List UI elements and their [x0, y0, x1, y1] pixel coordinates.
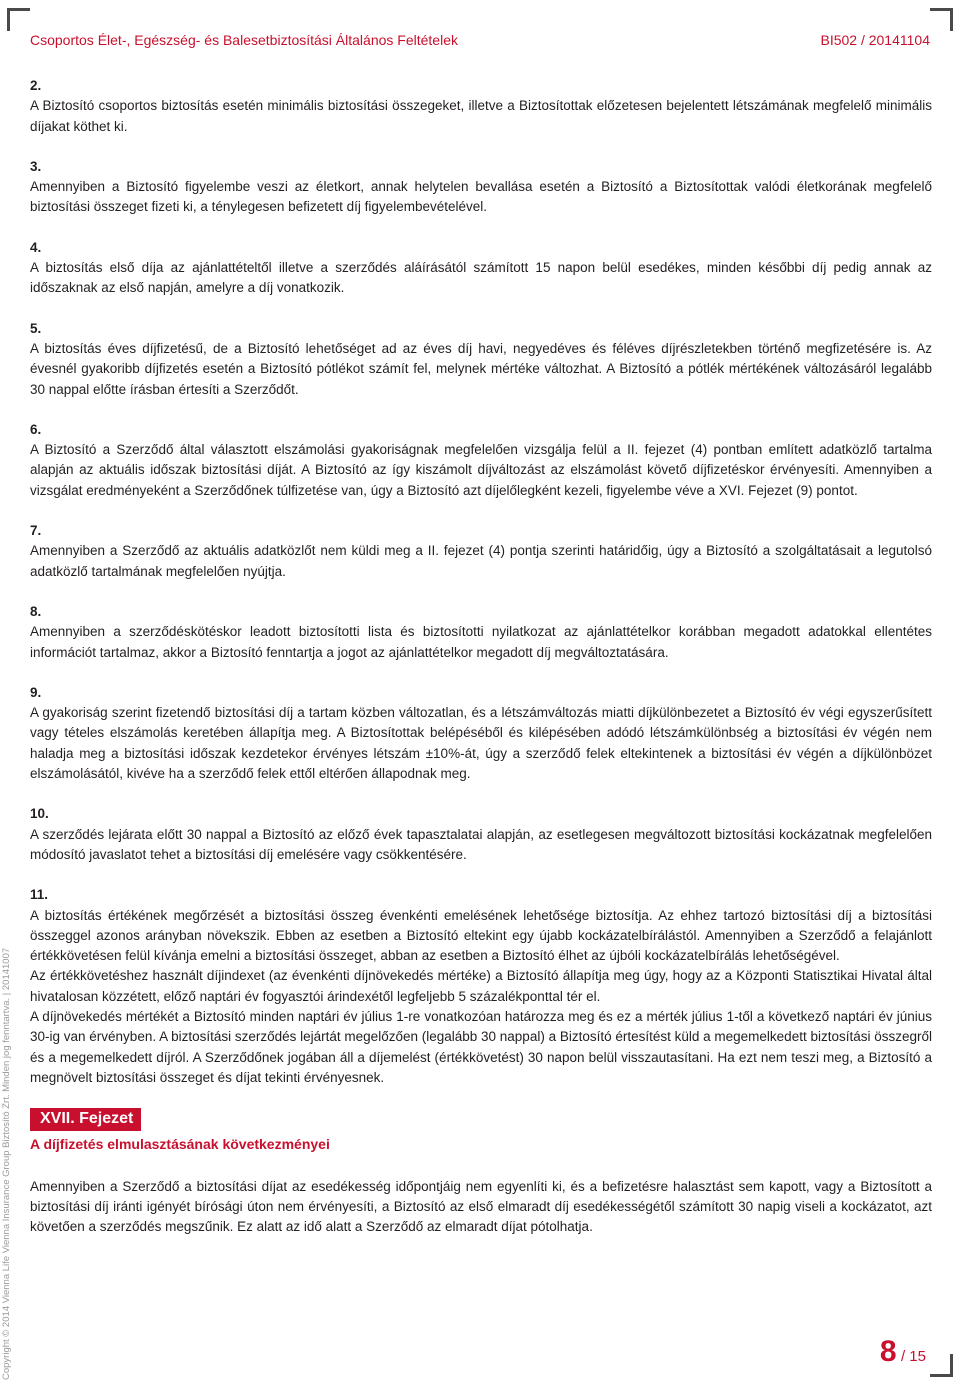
section-5 [30, 319, 932, 400]
section-7 [30, 521, 932, 582]
section-paragraph: Amennyiben a Biztosító figyelembe veszi az életkort, annak helytelen bevallása esetén a Biztosító a Biztosítottak valódi életkorának megfelelő biztosítási összeget fizeti ki, a ténylegesen befizetett díj figyelembevételével. [30, 179, 932, 215]
section-paragraph: Amennyiben a szerződéskötéskor leadott biztosítotti lista és biztosítotti nyilatkozat az ajánlattételkor korábban megadott adatokkal ellentétes információt tartalmaz, akkor a Biztosító fenntartja a jogot az ajánlattételkor megadott díj megváltoztatására. [30, 624, 932, 660]
page-current: 8 [879, 1335, 897, 1368]
section-number: 3. [30, 158, 42, 174]
section-paragraph: A biztosítás első díja az ajánlattételtől illetve a szerződés aláírásától számított 15 napon belül esedékes, minden későbbi díj pedig annak az időszaknak az első napján, amelyre a díj vonatkozik. [30, 260, 932, 296]
section-2 [30, 76, 932, 137]
page-number [880, 1335, 926, 1369]
section-paragraph: A biztosítás értékének megőrzését a biztosítási összeg évenkénti emelésének lehetősége biztosítja. Az ehhez tartozó biztosítási díj a biztosítási összeggel azonos arányban növekszik. Ebben az esetben a Biztosító eltekint egy újabb kockázatelbírálástól. Amennyiben a Szerződő a felajánlott értékkövetésen felül kívánja emelni a biztosítási összeget, abban az esetben a Biztosító élhet az újbóli kockázatelbírálás lehetőségével. [30, 907, 932, 964]
document-body [30, 76, 932, 1238]
section-10 [30, 804, 932, 865]
section-3 [30, 157, 932, 218]
section-paragraph: Az értékkövetéshez használt díjindexet (az évenkénti díjnövekedés mértéke) a Biztosító állapítja meg úgy, hogy az a Központi Statisztikai Hivatal által hivatalosan közzétett, előző naptári év fogyasztói árindexétől legfeljebb 5 százalékponttal tér el. [30, 968, 932, 1004]
section-paragraph: A szerződés lejárata előtt 30 nappal a Biztosító az előző évek tapasztalatai alapján, az esetlegesen megváltozott biztosítási kockázatnak megfelelően módosító javaslatot tehet a biztosítási díj emelésére vagy csökkentésére. [30, 826, 932, 862]
copyright-note: Copyright © 2014 Vienna Life Vienna Insurance Group Biztosító Zrt. Minden jog fenntartva. | 20141007 [1, 947, 12, 1380]
crop-mark-top-right [930, 8, 953, 31]
section-paragraph: Amennyiben a Szerződő az aktuális adatközlőt nem küldi meg a II. fejezet (4) pontja szerinti határidőig, úgy a Biztosító a szolgáltatásait a legutolsó adatközlő tartalmának megfelelően nyújtja. [30, 543, 932, 579]
section-11 [30, 885, 932, 1088]
section-4 [30, 238, 932, 299]
section-number: 8. [30, 603, 42, 619]
section-paragraph: A díjnövekedés mértékét a Biztosító minden naptári év július 1-re vonatkozóan határozza meg és ez a mérték július 1-től a következő naptári év június 30-ig van érvényben. A biztosítási szerződés lejártát megelőzően (legalább 30 nappal) a Biztosító értesítést küld a megemelkedett biztosítási összegről és a megemelkedett díjról. A Szerződőnek jogában áll a díjemelést (értékkövetést) 30 napon belül visszautasítani. Ha ezt nem teszi meg, a Biztosító a megnövelt biztosítási összeget és díjat tekinti érvényesnek. [30, 1008, 933, 1085]
section-number: 10. [30, 806, 49, 822]
section-paragraph: A Biztosító csoportos biztosítás esetén minimális biztosítási összegeket, illetve a Biztosítottak előzetesen bejelentett létszámának megfelelő minimális díjakat köthet ki. [30, 98, 932, 134]
section-number: 11. [30, 887, 49, 903]
section-paragraph: A gyakoriság szerint fizetendő biztosítási díj a tartam közben változatlan, és a létszámváltozás miatti díjkülönbezetet a Biztosító év végi egyszerűsített vagy tételes elszámolás keretében állapítja meg. A Biztosítottak belépéséből és kilépésében adódó létszámkülönbség a biztosítási év végén nem haladja meg a biztosítási időszak kezdetekor érvényes létszám ±10%-át, úgy a szerződő felek eltekintenek a biztosítási év végén a díjkülönbözet elszámolásától, kivéve ha a szerződő felek ettől eltérően állapodnak meg. [30, 705, 932, 782]
chapter-subtitle: A díjfizetés elmulasztásának következményei [30, 1136, 330, 1153]
section-paragraph: A biztosítás éves díjfizetésű, de a Biztosító lehetőséget ad az éves díj havi, negyedéves és féléves díjrészletekben történő megfizetésére is. Az évesnél gyakoribb díjfizetés esetén a Biztosító pótlékot számít fel, melynek mértéke változhat. A Biztosító a pótlék mértékének változásáról legalább 30 nappal előtte írásban értesíti a Szerződőt. [30, 340, 932, 397]
chapter-paragraph: Amennyiben a Szerződő a biztosítási díjat az esedékesség időpontjáig nem egyenlíti ki, és a befizetésre halasztást sem kapott, vagy a Biztosított a biztosítási díj iránti igényét bírósági úton nem érvényesíti, a Biztosító az első elmaradt díj esedékességétől számított 30 napig viseli a kockázatot, azt követően a szerződés megszűnik. Ez alatt az idő alatt a Szerződő az elmaradt díjat pótolhatja. [30, 1178, 932, 1235]
section-9 [30, 683, 932, 784]
section-number: 7. [30, 523, 42, 539]
section-number: 5. [30, 320, 42, 336]
crop-mark-bottom-right [930, 1354, 953, 1377]
chapter-xvii [30, 1108, 932, 1237]
sections-list [30, 76, 932, 1088]
page-total: / 15 [900, 1348, 926, 1365]
chapter-title: XVII. Fejezet [30, 1108, 141, 1131]
section-number: 6. [30, 421, 42, 437]
section-8 [30, 602, 932, 663]
section-number: 2. [30, 78, 42, 93]
document-code: BI502 / 20141104 [820, 32, 930, 48]
section-number: 4. [30, 239, 42, 255]
section-6 [30, 420, 932, 501]
crop-mark-top-left [7, 8, 30, 31]
document-title: Csoportos Élet-, Egészség- és Balesetbiztosítási Általános Feltételek [30, 32, 458, 48]
section-number: 9. [30, 684, 42, 700]
section-paragraph: A Biztosító a Szerződő által választott elszámolási gyakoriságnak megfelelően vizsgálja felül a II. fejezet (4) pontban említett adatközlő tartalma alapján az aktuális időszak biztosítási díját. A Biztosító az így kiszámolt díjváltozást az elszámolást követő díjfizetéskor érvényesíti. Amennyiben a vizsgálat eredményeként a Szerződőnek túlfizetése van, úgy a Biztosító azt díjelőlegként kezeli, figyelembe véve a XVI. Fejezet (9) pontot. [30, 442, 932, 498]
